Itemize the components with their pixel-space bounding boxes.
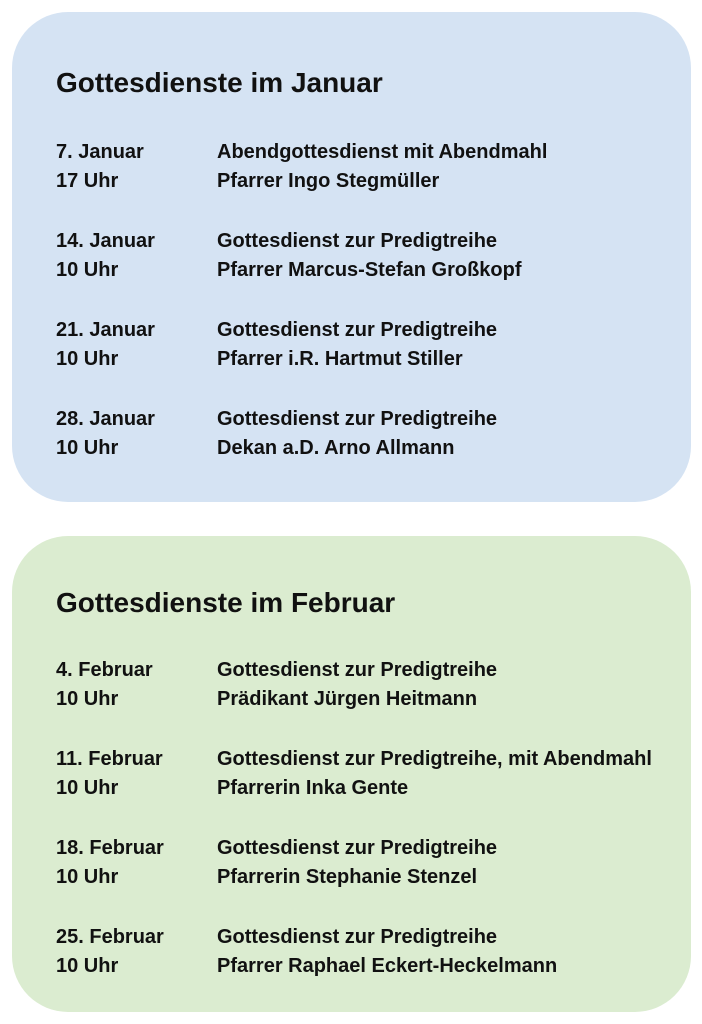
- event-person: Pfarrer i.R. Hartmut Stiller: [217, 348, 463, 370]
- event-person: Dekan a.D. Arno Allmann: [217, 437, 455, 459]
- february-event-list: [56, 656, 687, 1012]
- event-entry: [56, 745, 687, 803]
- event-date: 11. Februar: [56, 748, 163, 770]
- january-event-list: [56, 138, 687, 494]
- event-entry: [56, 138, 687, 196]
- event-person: Pfarrer Marcus-Stefan Großkopf: [217, 259, 522, 281]
- event-entry: [56, 923, 687, 981]
- event-time: 10 Uhr: [56, 437, 119, 459]
- event-date: 18. Februar: [56, 837, 164, 859]
- event-entry: [56, 834, 687, 892]
- event-time: 17 Uhr: [56, 170, 119, 192]
- event-time: 10 Uhr: [56, 777, 119, 799]
- event-person: Pfarrer Ingo Stegmüller: [217, 170, 440, 192]
- event-service: Gottesdienst zur Predigtreihe: [217, 408, 498, 430]
- event-date: 25. Februar: [56, 926, 164, 948]
- event-date: 28. Januar: [56, 408, 155, 430]
- event-date: 4. Februar: [56, 659, 153, 681]
- event-person: Pfarrerin Stephanie Stenzel: [217, 866, 478, 888]
- event-time: 10 Uhr: [56, 348, 119, 370]
- event-service: Abendgottesdienst mit Abendmahl: [217, 141, 548, 163]
- event-time: 10 Uhr: [56, 955, 119, 977]
- february-schedule-card: [12, 536, 691, 1012]
- event-entry: [56, 405, 687, 463]
- event-entry: [56, 227, 687, 285]
- event-time: 10 Uhr: [56, 688, 119, 710]
- event-person: Pfarrerin Inka Gente: [217, 777, 409, 799]
- event-service: Gottesdienst zur Predigtreihe: [217, 659, 498, 681]
- event-date: 14. Januar: [56, 230, 155, 252]
- event-date: 21. Januar: [56, 319, 155, 341]
- february-heading: Gottesdienste im Februar: [56, 587, 396, 618]
- event-time: 10 Uhr: [56, 259, 119, 281]
- event-date: 7. Januar: [56, 141, 144, 163]
- event-service: Gottesdienst zur Predigtreihe: [217, 230, 498, 252]
- event-service: Gottesdienst zur Predigtreihe, mit Abendmahl: [217, 748, 652, 770]
- january-heading: Gottesdienste im Januar: [56, 67, 383, 98]
- event-person: Prädikant Jürgen Heitmann: [217, 688, 478, 710]
- event-entry: [56, 316, 687, 374]
- event-person: Pfarrer Raphael Eckert-Heckelmann: [217, 955, 558, 977]
- january-schedule-card: [12, 12, 691, 502]
- event-service: Gottesdienst zur Predigtreihe: [217, 837, 498, 859]
- event-service: Gottesdienst zur Predigtreihe: [217, 319, 498, 341]
- event-service: Gottesdienst zur Predigtreihe: [217, 926, 498, 948]
- event-time: 10 Uhr: [56, 866, 119, 888]
- event-entry: [56, 656, 687, 714]
